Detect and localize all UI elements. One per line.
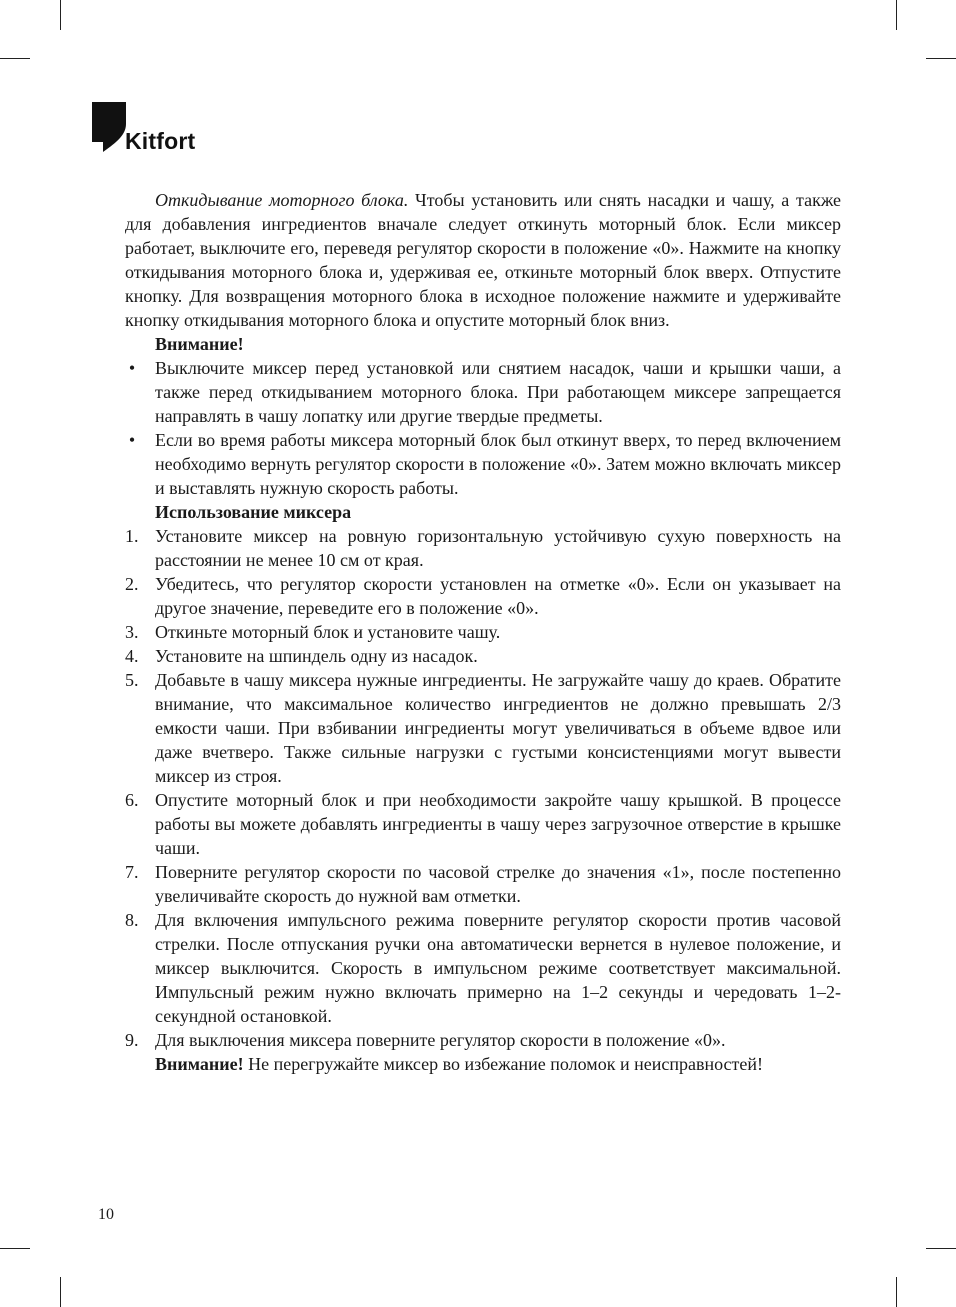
list-item bbox=[125, 860, 841, 908]
crop-mark bbox=[60, 1277, 61, 1307]
step-number: 1. bbox=[125, 526, 139, 546]
page-number: 10 bbox=[98, 1206, 114, 1223]
step-text: Откиньте моторный блок и установите чашу. bbox=[155, 622, 501, 642]
list-item bbox=[125, 788, 841, 860]
step-number: 3. bbox=[125, 622, 139, 642]
bullet-mark: • bbox=[128, 358, 136, 378]
list-item bbox=[125, 1028, 841, 1076]
list-item bbox=[125, 644, 841, 668]
list-item-text: Если во время работы миксера моторный блок был откинут вверх, то перед включением необходимо вернуть регулятор скорости в положение «0». Затем можно включать миксер и выставлять нужную скорость работы. bbox=[155, 430, 841, 498]
logo-mark-icon bbox=[92, 102, 126, 154]
step-number: 4. bbox=[125, 646, 139, 666]
list-item bbox=[125, 620, 841, 644]
list-item bbox=[125, 356, 841, 428]
list-item bbox=[125, 908, 841, 1028]
step-text: Установите миксер на ровную горизонтальную устойчивую сухую поверхность на расстоянии не менее 10 см от края. bbox=[155, 526, 841, 570]
crop-mark bbox=[0, 1248, 30, 1249]
fold-paragraph bbox=[125, 188, 841, 332]
overload-warning bbox=[155, 1052, 841, 1076]
step-number: 5. bbox=[125, 670, 139, 690]
crop-mark bbox=[926, 1248, 956, 1249]
crop-mark bbox=[60, 0, 61, 30]
bullet-mark: • bbox=[128, 430, 136, 450]
usage-heading: Использование миксера bbox=[155, 502, 352, 522]
fold-text: Чтобы установить или снять насадки и чашу, а также для добавления ингредиентов вначале следует откинуть моторный блок. Если миксер работает, выключите его, переведя регулятор скорости в положение «0». Нажмите на кнопку откидывания моторного блока и, удерживая ее, откиньте моторный блок вверх. Отпустите кнопку. Для возвращения моторного блока в исходное положение нажмите и удерживайте кнопку откидывания моторного блока и опустите моторный блок вниз. bbox=[125, 190, 842, 330]
warning-label: Внимание! bbox=[155, 1054, 244, 1074]
step-number: 9. bbox=[125, 1030, 139, 1050]
list-item bbox=[125, 572, 841, 620]
step-text: Добавьте в чашу миксера нужные ингредиенты. Не загружайте чашу до краев. Обратите внимание, что максимальное количество ингредиентов не должно превышать 2/3 емкости чаши. При взбивании ингредиенты могут увеличиваться в объеме вдвое или даже вчетверо. Также сильные нагрузки с густыми консистенциями могут вывести миксер из строя. bbox=[155, 670, 841, 786]
crop-mark bbox=[896, 0, 897, 30]
list-item bbox=[125, 428, 841, 500]
step-text: Поверните регулятор скорости по часовой стрелке до значения «1», после постепенно увеличивайте скорость до нужной вам отметки. bbox=[155, 862, 841, 906]
step-text: Для включения импульсного режима поверните регулятор скорости против часовой стрелки. После отпускания ручки она автоматически вернется в нулевое положение, и миксер выключится. Скорость в импульсном режиме соответствует максимальной. Импульсный режим нужно включать примерно на 1–2 секунды и чередовать 1–2-секундной остановкой. bbox=[155, 910, 841, 1026]
step-text: Опустите моторный блок и при необходимости закройте чашу крышкой. В процессе работы вы можете добавлять ингредиенты в чашу через загрузочное отверстие в крышке чаши. bbox=[155, 790, 841, 858]
attention-heading: Внимание! bbox=[155, 334, 244, 354]
attention-list bbox=[125, 356, 841, 500]
step-number: 8. bbox=[125, 910, 139, 930]
step-number: 6. bbox=[125, 790, 139, 810]
crop-mark bbox=[926, 58, 956, 59]
step-text: Установите на шпиндель одну из насадок. bbox=[155, 646, 478, 666]
list-item bbox=[125, 668, 841, 788]
usage-steps bbox=[125, 524, 841, 1076]
brand-name: Kitfort bbox=[125, 128, 196, 154]
fold-title: Откидывание моторного блока. bbox=[155, 190, 409, 210]
list-item-text: Выключите миксер перед установкой или снятием насадок, чаши и крышки чаши, а также перед откидыванием моторного блока. При работающем миксере запрещается направлять в чашу лопатку или другие твердые предметы. bbox=[155, 358, 841, 426]
crop-mark bbox=[896, 1277, 897, 1307]
step-text: Убедитесь, что регулятор скорости установлен на отметке «0». Если он указывает на другое значение, переведите его в положение «0». bbox=[155, 574, 841, 618]
page-content bbox=[125, 188, 841, 1076]
crop-mark bbox=[0, 58, 30, 59]
warning-text: Не перегружайте миксер во избежание поломок и неисправностей! bbox=[248, 1054, 763, 1074]
step-number: 2. bbox=[125, 574, 139, 594]
step-number: 7. bbox=[125, 862, 139, 882]
list-item bbox=[125, 524, 841, 572]
step-text: Для выключения миксера поверните регулятор скорости в положение «0». bbox=[155, 1030, 726, 1050]
